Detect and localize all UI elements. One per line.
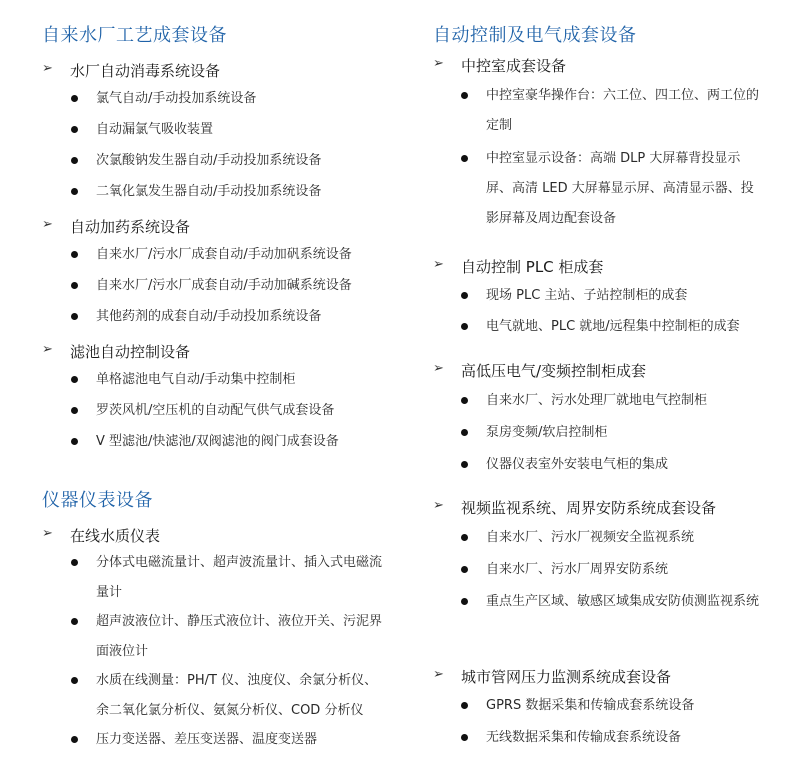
arrow-bullet-icon: ➢: [433, 667, 444, 682]
arrow-bullet-icon: ➢: [42, 61, 53, 76]
bullet-icon: [461, 566, 468, 573]
arrow-bullet-icon: ➢: [42, 217, 53, 232]
list-item: 分体式电磁流量计、超声波流量计、插入式电磁流量计: [71, 548, 391, 608]
bullet-icon: [71, 282, 78, 289]
bullet-icon: [71, 157, 78, 164]
bullet-icon: [71, 736, 78, 743]
bullet-icon: [461, 461, 468, 468]
arrow-bullet-icon: ➢: [42, 342, 53, 357]
bullet-icon: [71, 126, 78, 133]
list-item: 超声波液位计、静压式液位计、液位开关、污泥界面液位计: [71, 607, 391, 667]
bullet-icon: [461, 92, 468, 99]
bullet-icon: [71, 313, 78, 320]
bullet-icon: [461, 534, 468, 541]
list-item: 重点生产区域、敏感区域集成安防侦测监视系统: [461, 587, 761, 647]
bullet-icon: [461, 598, 468, 605]
bullet-icon: [71, 251, 78, 258]
bullet-icon: [71, 438, 78, 445]
bullet-icon: [71, 677, 78, 684]
bullet-icon: [71, 559, 78, 566]
arrow-bullet-icon: ➢: [433, 498, 444, 513]
bullet-icon: [461, 702, 468, 709]
bullet-icon: [71, 188, 78, 195]
bullet-icon: [71, 407, 78, 414]
arrow-bullet-icon: ➢: [433, 56, 444, 71]
bullet-icon: [71, 376, 78, 383]
bullet-icon: [461, 292, 468, 299]
arrow-bullet-icon: ➢: [433, 361, 444, 376]
arrow-bullet-icon: ➢: [433, 257, 444, 272]
bullet-icon: [461, 397, 468, 404]
bullet-icon: [71, 95, 78, 102]
list-item: 水质在线测量：PH/T 仪、浊度仪、余氯分析仪、余二氧化氯分析仪、氨氮分析仪、COD 分析仪: [71, 666, 391, 726]
bullet-icon: [461, 155, 468, 162]
arrow-bullet-icon: ➢: [42, 526, 53, 541]
bullet-icon: [461, 323, 468, 330]
section-title: 仪器仪表设备: [42, 490, 153, 511]
bullet-icon: [461, 429, 468, 436]
list-item: 中控室显示设备：高端 DLP 大屏幕背投显示屏、高清 LED 大屏幕显示屏、高清显示器、投影屏幕及周边配套设备: [461, 144, 761, 234]
list-item: 中控室豪华操作台：六工位、四工位、两工位的定制: [461, 81, 761, 141]
bullet-icon: [461, 734, 468, 741]
section-title: 自动控制及电气成套设备: [433, 25, 637, 46]
section-title: 自来水厂工艺成套设备: [42, 25, 227, 46]
bullet-icon: [71, 618, 78, 625]
